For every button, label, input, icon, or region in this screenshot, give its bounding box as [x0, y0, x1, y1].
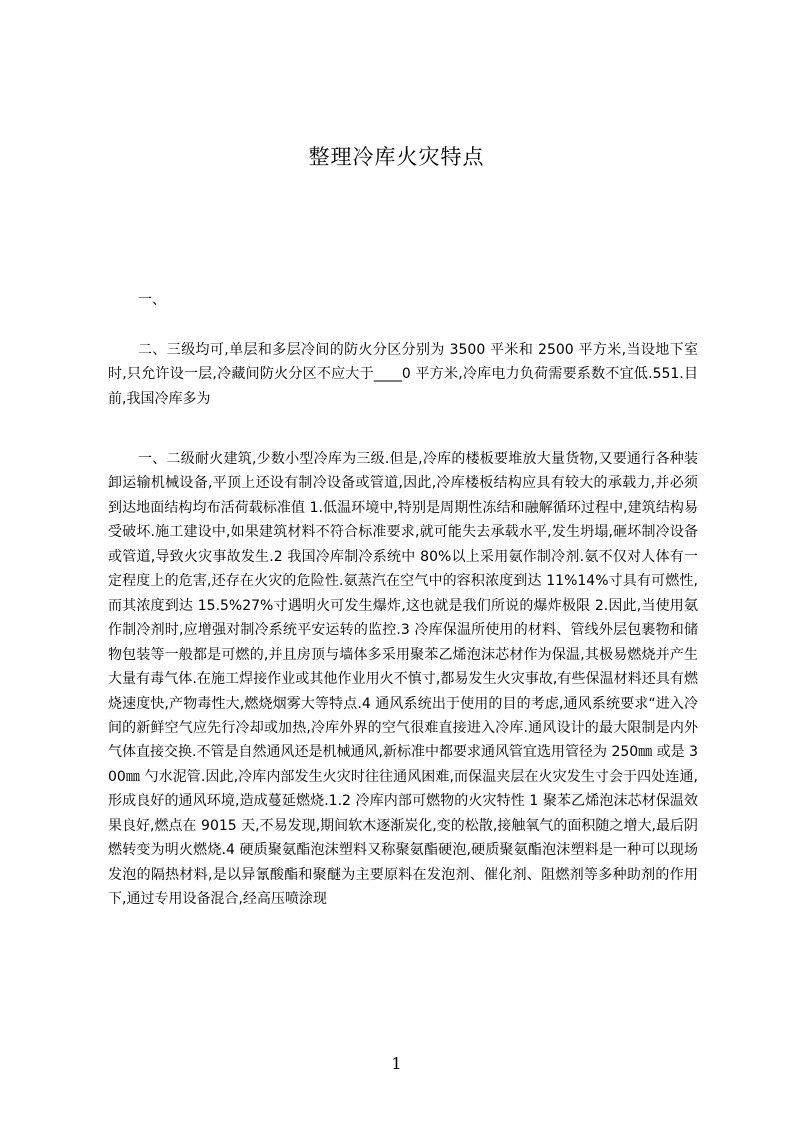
paragraph-2: 二、三级均可,单层和多层冷间的防火分区分别为 3500 平米和 2500 平方米,当设地下室时,只允许设一层,冷藏间防火分区不应大于____0 平方米,冷库电力负荷需要系数不宜低.551.目前,我国冷库多为 — [108, 342, 698, 407]
document-title: 整理冷库火灾特点 — [308, 145, 485, 169]
paragraph-3: 一、二级耐火建筑,少数小型冷库为三级.但是,冷库的楼板要堆放大量货物,又要通行各种装卸运输机械设备,平顶上还设有制冷设备或管道,因此,冷库楼板结构应具有较大的承载力,并必须到达地面结构均布活荷载标准值 1.低温环境中,特别是周期性冻结和融解循环过程中,建筑结构易受破坏.施工建设中,如果建筑材料不符合标准要求,就可能失去承载水平,发生坍塌,砸坏制冷设备或管道,导致火灾事故发生.2 我国冷库制冷系统中 80%以上采用氨作制冷剂.氨不仅对人体有一定程度上的危害,还存在火灾的危险性.氨蒸汽在空气中的容积浓度到达 11%14%寸具有可燃性,而其浓度到达 15.5%27%寸遇明火可发生爆炸,这也就是我们所说的爆炸极限 2.因此,当使用氨作制冷剂时,应增强对制冷系统平安运转的监控.3 冷库保温所使用的材料、管线外层包裹物和储物包装等一般都是可燃的,并且房顶与墙体多采用聚苯乙烯泡沫芯材作为保温,其极易燃烧并产生大量有毒气体.在施工焊接作业或其他作业用火不慎寸,都易发生火灾事故,有些保温材料还具有燃烧速度快,产物毒性大,燃烧烟雾大等特点.4 通风系统出于使用的目的考虑,通风系统要求“进入冷间的新鲜空气应先行冷却或加热,冷库外界的空气很难直接进入冷库.通风设计的最大限制是内外气体直接交换.不管是自然通风还是机械通风,新标准中都要求通风管宜选用管径为 250㎜ 或是 300㎜ 勺水泥管.因此,冷库内部发生火灾时往往通风困难,而保温夹层在火灾发生寸会于四处连通,形成良好的通风环境,造成蔓延燃烧.1.2 冷库内部可燃物的火灾特性 1 聚苯乙烯泡沫芯材保温效果良好,燃点在 9015 天,不易发现,期间软木逐渐炭化,变的松散,接触氧气的面积随之增大,最后阴燃转变为明火燃烧.4 硬质聚氨酯泡沫塑料又称聚氨酯硬泡,硬质聚氨酯泡沫塑料是一种可以现场发泡的隔热材料,是以异氰酸酯和聚醚为主要原料在发泡剂、催化剂、阻燃剂等多种助剂的作用下,通过专用设备混合,经高压喷涂现 — [108, 451, 698, 908]
page-number: 1 — [391, 1054, 402, 1073]
paragraph-1: 一、 — [138, 292, 166, 308]
